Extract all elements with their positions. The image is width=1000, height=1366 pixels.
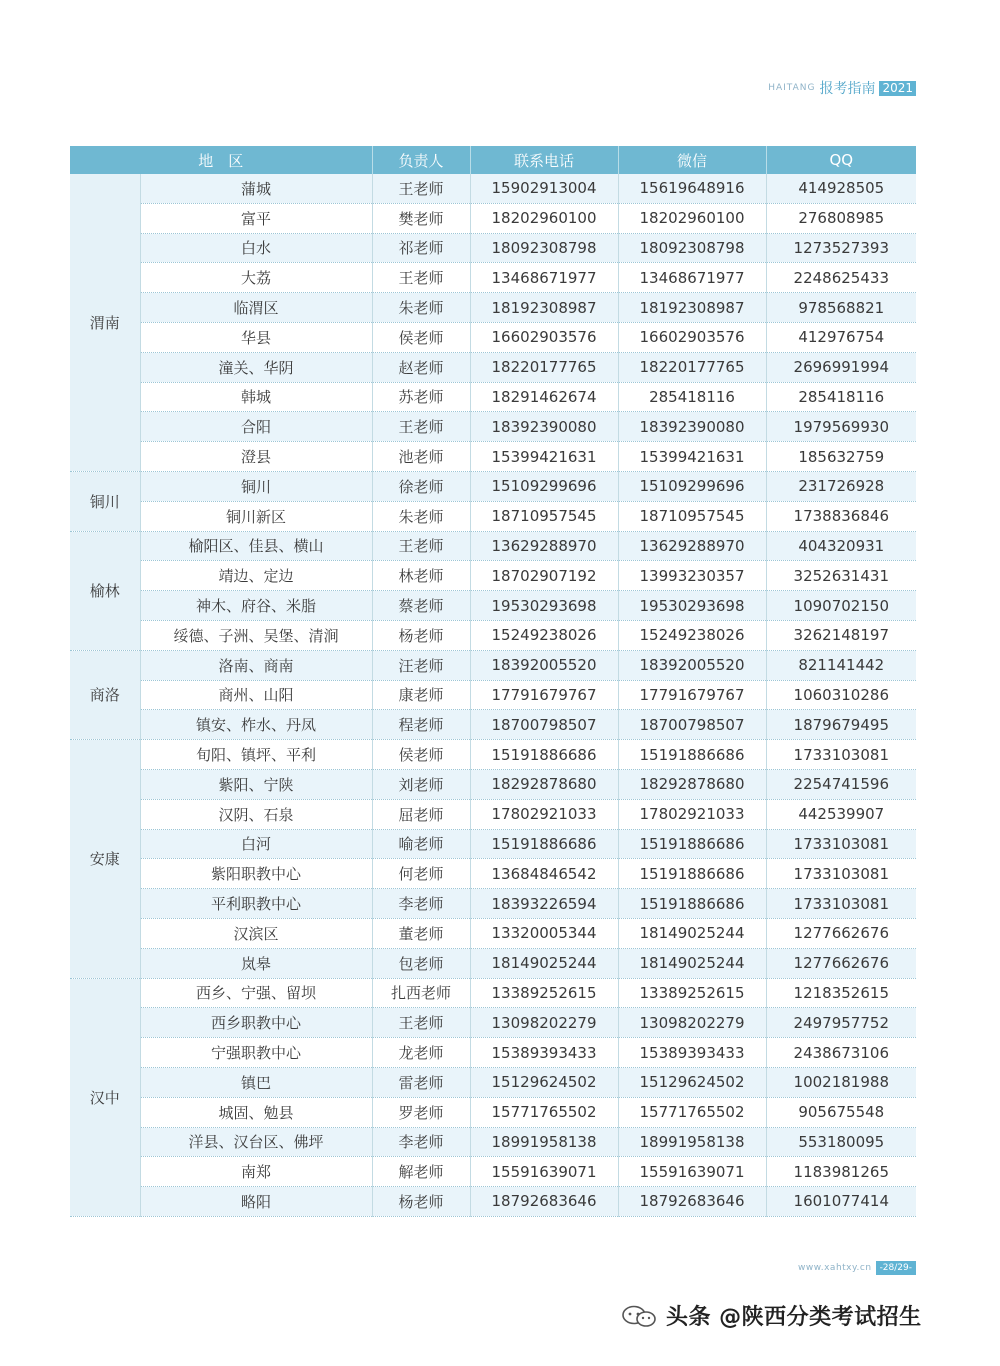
phone-cell: 18149025244 — [470, 948, 618, 978]
table-body — [70, 174, 916, 1216]
contact-person-cell: 赵老师 — [372, 352, 470, 382]
area-cell: 城固、勉县 — [140, 1097, 372, 1127]
qq-cell: 2696991994 — [766, 352, 916, 382]
wechat-cell: 16602903576 — [618, 322, 766, 352]
table-row — [70, 442, 916, 472]
header-brand: HAITANG — [768, 83, 816, 93]
phone-cell: 18092308798 — [470, 233, 618, 263]
qq-cell: 404320931 — [766, 531, 916, 561]
phone-cell: 18292878680 — [470, 769, 618, 799]
contact-person-cell: 王老师 — [372, 174, 470, 203]
contact-person-cell: 侯老师 — [372, 322, 470, 352]
col-header-phone: 联系电话 — [470, 146, 618, 174]
qq-cell: 412976754 — [766, 322, 916, 352]
contact-person-cell: 祁老师 — [372, 233, 470, 263]
col-header-region: 地 区 — [70, 146, 372, 174]
area-cell: 合阳 — [140, 412, 372, 442]
table-row — [70, 918, 916, 948]
contact-person-cell: 林老师 — [372, 561, 470, 591]
wechat-cell: 18092308798 — [618, 233, 766, 263]
contact-person-cell: 王老师 — [372, 531, 470, 561]
footer-url: www.xahtxy.cn — [797, 1263, 872, 1273]
qq-cell: 231726928 — [766, 471, 916, 501]
contact-person-cell: 扎西老师 — [372, 978, 470, 1008]
phone-cell: 15902913004 — [470, 174, 618, 203]
phone-cell: 15191886686 — [470, 829, 618, 859]
wechat-cell: 18192308987 — [618, 293, 766, 323]
table-row — [70, 1127, 916, 1157]
phone-cell: 18710957545 — [470, 501, 618, 531]
phone-cell: 15771765502 — [470, 1097, 618, 1127]
region-cell: 汉中 — [70, 978, 140, 1216]
area-cell: 商州、山阳 — [140, 680, 372, 710]
contact-person-cell: 朱老师 — [372, 293, 470, 323]
page-footer — [798, 1261, 916, 1275]
region-cell: 铜川 — [70, 471, 140, 531]
table-row — [70, 740, 916, 770]
phone-cell: 18192308987 — [470, 293, 618, 323]
area-cell: 神木、府谷、米脂 — [140, 591, 372, 621]
contact-person-cell: 樊老师 — [372, 203, 470, 233]
area-cell: 紫阳、宁陕 — [140, 769, 372, 799]
phone-cell: 15129624502 — [470, 1067, 618, 1097]
area-cell: 汉阴、石泉 — [140, 799, 372, 829]
area-cell: 镇巴 — [140, 1067, 372, 1097]
contact-person-cell: 何老师 — [372, 859, 470, 889]
table-row — [70, 382, 916, 412]
col-header-qq: QQ — [766, 146, 916, 174]
area-cell: 旬阳、镇坪、平利 — [140, 740, 372, 770]
area-cell: 榆阳区、佳县、横山 — [140, 531, 372, 561]
contact-person-cell: 罗老师 — [372, 1097, 470, 1127]
table-row — [70, 1097, 916, 1127]
region-cell: 安康 — [70, 740, 140, 978]
phone-cell: 18700798507 — [470, 710, 618, 740]
wechat-cell: 15249238026 — [618, 620, 766, 650]
page-number: -28/29- — [876, 1261, 916, 1275]
phone-cell: 16602903576 — [470, 322, 618, 352]
table-row — [70, 978, 916, 1008]
wechat-cell: 18149025244 — [618, 918, 766, 948]
contact-person-cell: 朱老师 — [372, 501, 470, 531]
phone-cell: 18392390080 — [470, 412, 618, 442]
table-row — [70, 859, 916, 889]
contact-person-cell: 包老师 — [372, 948, 470, 978]
area-cell: 岚皋 — [140, 948, 372, 978]
table-row — [70, 799, 916, 829]
phone-cell: 18702907192 — [470, 561, 618, 591]
qq-cell: 3252631431 — [766, 561, 916, 591]
wechat-cell: 285418116 — [618, 382, 766, 412]
area-cell: 西乡职教中心 — [140, 1008, 372, 1038]
phone-cell: 15389393433 — [470, 1038, 618, 1068]
phone-cell: 13320005344 — [470, 918, 618, 948]
wechat-cell: 15109299696 — [618, 471, 766, 501]
header-year: 2021 — [879, 81, 916, 96]
table-row — [70, 174, 916, 203]
wechat-cell: 13098202279 — [618, 1008, 766, 1038]
table-row — [70, 710, 916, 740]
contact-person-cell: 汪老师 — [372, 650, 470, 680]
phone-cell: 15249238026 — [470, 620, 618, 650]
qq-cell: 276808985 — [766, 203, 916, 233]
wechat-cell: 15389393433 — [618, 1038, 766, 1068]
area-cell: 镇安、柞水、丹凤 — [140, 710, 372, 740]
table-row — [70, 561, 916, 591]
wechat-cell: 18392390080 — [618, 412, 766, 442]
qq-cell: 1090702150 — [766, 591, 916, 621]
phone-cell: 18202960100 — [470, 203, 618, 233]
area-cell: 紫阳职教中心 — [140, 859, 372, 889]
qq-cell: 2438673106 — [766, 1038, 916, 1068]
area-cell: 铜川 — [140, 471, 372, 501]
phone-cell: 18991958138 — [470, 1127, 618, 1157]
area-cell: 宁强职教中心 — [140, 1038, 372, 1068]
qq-cell: 1879679495 — [766, 710, 916, 740]
phone-cell: 19530293698 — [470, 591, 618, 621]
wechat-cell: 19530293698 — [618, 591, 766, 621]
qq-cell: 1060310286 — [766, 680, 916, 710]
area-cell: 大荔 — [140, 263, 372, 293]
qq-cell: 442539907 — [766, 799, 916, 829]
qq-cell: 1733103081 — [766, 829, 916, 859]
area-cell: 华县 — [140, 322, 372, 352]
wechat-cell: 15771765502 — [618, 1097, 766, 1127]
area-cell: 靖边、定边 — [140, 561, 372, 591]
wechat-cell: 18700798507 — [618, 710, 766, 740]
contact-person-cell: 徐老师 — [372, 471, 470, 501]
contact-person-cell: 刘老师 — [372, 769, 470, 799]
table-row — [70, 948, 916, 978]
phone-cell: 15591639071 — [470, 1157, 618, 1187]
table-row — [70, 1067, 916, 1097]
wechat-cell: 13389252615 — [618, 978, 766, 1008]
contact-person-cell: 王老师 — [372, 263, 470, 293]
qq-cell: 1277662676 — [766, 948, 916, 978]
wechat-cell: 18220177765 — [618, 352, 766, 382]
wechat-cell: 15399421631 — [618, 442, 766, 472]
contact-person-cell: 侯老师 — [372, 740, 470, 770]
qq-cell: 2497957752 — [766, 1008, 916, 1038]
wechat-cell: 18202960100 — [618, 203, 766, 233]
qq-cell: 978568821 — [766, 293, 916, 323]
table-row — [70, 769, 916, 799]
wechat-cell: 13468671977 — [618, 263, 766, 293]
area-cell: 绥德、子洲、吴堡、清涧 — [140, 620, 372, 650]
watermark — [618, 1300, 922, 1331]
wechat-cell: 18149025244 — [618, 948, 766, 978]
phone-cell: 18792683646 — [470, 1187, 618, 1217]
region-cell: 榆林 — [70, 531, 140, 650]
phone-cell: 15109299696 — [470, 471, 618, 501]
table-row — [70, 650, 916, 680]
area-cell: 潼关、华阴 — [140, 352, 372, 382]
area-cell: 澄县 — [140, 442, 372, 472]
table-row — [70, 412, 916, 442]
area-cell: 洛南、商南 — [140, 650, 372, 680]
table-row — [70, 352, 916, 382]
area-cell: 白河 — [140, 829, 372, 859]
wechat-cell: 15191886686 — [618, 740, 766, 770]
table-row — [70, 471, 916, 501]
contact-person-cell: 龙老师 — [372, 1038, 470, 1068]
phone-cell: 18393226594 — [470, 889, 618, 919]
contact-person-cell: 解老师 — [372, 1157, 470, 1187]
qq-cell: 1733103081 — [766, 859, 916, 889]
contact-person-cell: 程老师 — [372, 710, 470, 740]
qq-cell: 1183981265 — [766, 1157, 916, 1187]
contact-person-cell: 雷老师 — [372, 1067, 470, 1097]
contact-person-cell: 喻老师 — [372, 829, 470, 859]
contact-person-cell: 李老师 — [372, 1127, 470, 1157]
wechat-cell: 18292878680 — [618, 769, 766, 799]
table-row — [70, 889, 916, 919]
area-cell: 南郑 — [140, 1157, 372, 1187]
wechat-cell: 15129624502 — [618, 1067, 766, 1097]
table-row — [70, 233, 916, 263]
area-cell: 临渭区 — [140, 293, 372, 323]
header-title: 报考指南 — [819, 81, 876, 97]
table-row — [70, 531, 916, 561]
phone-cell: 15399421631 — [470, 442, 618, 472]
table-row — [70, 501, 916, 531]
contact-person-cell: 李老师 — [372, 889, 470, 919]
contact-person-cell: 蔡老师 — [372, 591, 470, 621]
phone-cell: 17802921033 — [470, 799, 618, 829]
area-cell: 西乡、宁强、留坝 — [140, 978, 372, 1008]
wechat-cell: 18710957545 — [618, 501, 766, 531]
contact-person-cell: 池老师 — [372, 442, 470, 472]
wechat-cell: 15591639071 — [618, 1157, 766, 1187]
qq-cell: 1218352615 — [766, 978, 916, 1008]
wechat-cell: 17802921033 — [618, 799, 766, 829]
contact-person-cell: 杨老师 — [372, 620, 470, 650]
phone-cell: 17791679767 — [470, 680, 618, 710]
qq-cell: 1733103081 — [766, 889, 916, 919]
phone-cell: 18392005520 — [470, 650, 618, 680]
table-row — [70, 591, 916, 621]
wechat-cell: 18991958138 — [618, 1127, 766, 1157]
phone-cell: 13389252615 — [470, 978, 618, 1008]
col-header-contact-person: 负责人 — [372, 146, 470, 174]
table-row — [70, 293, 916, 323]
qq-cell: 553180095 — [766, 1127, 916, 1157]
wechat-cell: 15191886686 — [618, 829, 766, 859]
phone-cell: 13468671977 — [470, 263, 618, 293]
area-cell: 汉滨区 — [140, 918, 372, 948]
qq-cell: 905675548 — [766, 1097, 916, 1127]
contacts-table — [70, 146, 916, 1217]
wechat-cell: 15191886686 — [618, 859, 766, 889]
region-cell: 商洛 — [70, 650, 140, 739]
qq-cell: 285418116 — [766, 382, 916, 412]
area-cell: 略阳 — [140, 1187, 372, 1217]
wechat-cell: 13993230357 — [618, 561, 766, 591]
qq-cell: 1738836846 — [766, 501, 916, 531]
qq-cell: 1601077414 — [766, 1187, 916, 1217]
area-cell: 蒲城 — [140, 174, 372, 203]
wechat-cell: 18392005520 — [618, 650, 766, 680]
qq-cell: 414928505 — [766, 174, 916, 203]
contact-person-cell: 屈老师 — [372, 799, 470, 829]
contact-person-cell: 苏老师 — [372, 382, 470, 412]
contact-person-cell: 王老师 — [372, 412, 470, 442]
wechat-cell: 17791679767 — [618, 680, 766, 710]
page-header — [768, 78, 916, 98]
qq-cell: 1002181988 — [766, 1067, 916, 1097]
phone-cell: 18291462674 — [470, 382, 618, 412]
wechat-cell: 15191886686 — [618, 889, 766, 919]
table-row — [70, 1157, 916, 1187]
wechat-cell: 18792683646 — [618, 1187, 766, 1217]
table-header-row — [70, 146, 916, 174]
table-row — [70, 1187, 916, 1217]
wechat-icon — [618, 1303, 660, 1329]
area-cell: 洋县、汉台区、佛坪 — [140, 1127, 372, 1157]
qq-cell: 185632759 — [766, 442, 916, 472]
contact-person-cell: 董老师 — [372, 918, 470, 948]
phone-cell: 15191886686 — [470, 740, 618, 770]
table-row — [70, 829, 916, 859]
table-row — [70, 1038, 916, 1068]
area-cell: 铜川新区 — [140, 501, 372, 531]
area-cell: 富平 — [140, 203, 372, 233]
qq-cell: 1733103081 — [766, 740, 916, 770]
table-row — [70, 263, 916, 293]
qq-cell: 3262148197 — [766, 620, 916, 650]
table-row — [70, 620, 916, 650]
qq-cell: 821141442 — [766, 650, 916, 680]
qq-cell: 1273527393 — [766, 233, 916, 263]
area-cell: 白水 — [140, 233, 372, 263]
watermark-text: 头条 @陕西分类考试招生 — [666, 1305, 922, 1330]
wechat-cell: 13629288970 — [618, 531, 766, 561]
contact-person-cell: 杨老师 — [372, 1187, 470, 1217]
contact-person-cell: 康老师 — [372, 680, 470, 710]
phone-cell: 18220177765 — [470, 352, 618, 382]
qq-cell: 2254741596 — [766, 769, 916, 799]
phone-cell: 13098202279 — [470, 1008, 618, 1038]
table-row — [70, 203, 916, 233]
wechat-cell: 15619648916 — [618, 174, 766, 203]
qq-cell: 2248625433 — [766, 263, 916, 293]
col-header-wechat: 微信 — [618, 146, 766, 174]
phone-cell: 13629288970 — [470, 531, 618, 561]
area-cell: 平利职教中心 — [140, 889, 372, 919]
table-row — [70, 680, 916, 710]
table-row — [70, 322, 916, 352]
region-cell: 渭南 — [70, 174, 140, 471]
area-cell: 韩城 — [140, 382, 372, 412]
contact-person-cell: 王老师 — [372, 1008, 470, 1038]
qq-cell: 1277662676 — [766, 918, 916, 948]
table-row — [70, 1008, 916, 1038]
qq-cell: 1979569930 — [766, 412, 916, 442]
phone-cell: 13684846542 — [470, 859, 618, 889]
